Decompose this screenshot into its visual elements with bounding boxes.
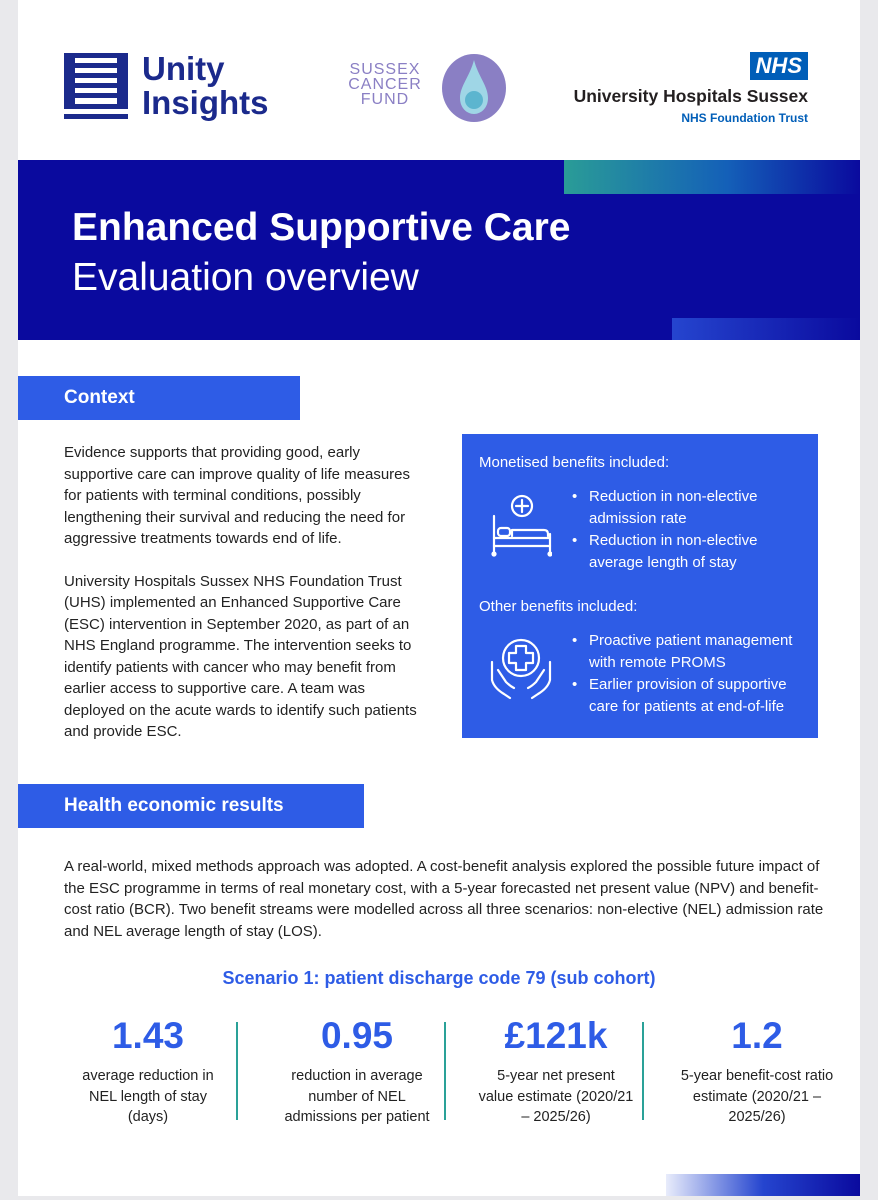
hospital-bed-icon [488, 494, 552, 558]
list-item: • Reduction in non-elective average length of stay [572, 530, 812, 573]
context-paragraph-1: Evidence supports that providing good, early supportive care can improve quality of life measures for patients with terminal conditions, possibly lengthening their survival and reducing the need for aggressive treatments towards end of life. [64, 444, 410, 547]
unity-logo-mark-icon [64, 53, 128, 119]
stat-los-reduction [48, 1014, 248, 1128]
page-subtitle: Evaluation overview [72, 256, 419, 299]
context-paragraph-2: University Hospitals Sussex NHS Foundation Trust (UHS) implemented an Enhanced Supportive Care (ESC) intervention in September 2020, as part of an NHS England programme. The intervention seeks to identify patients with cancer who may benefit from earlier access to supportive care. A team was deployed on the acute wards to identify such patients and provide ESC. [64, 572, 417, 740]
scf-drop-icon [440, 52, 508, 124]
unity-logo-line1: Unity [142, 50, 225, 87]
stat-value: £121k [504, 1015, 608, 1056]
scf-logo-line1: SUSSEX [349, 61, 421, 78]
stat-divider [642, 1022, 644, 1120]
nhs-logo [574, 52, 808, 125]
nhs-trust-name: University Hospitals Sussex [573, 86, 808, 106]
footer-accent-bar [666, 1174, 860, 1196]
sussex-cancer-fund-logo [340, 52, 510, 124]
stat-label: 5-year net present value estimate (2020/21 – 2025/26) [478, 1068, 634, 1125]
stat-bcr [657, 1014, 857, 1128]
stat-divider [236, 1022, 238, 1120]
banner-accent-bottom [672, 318, 860, 340]
document-page [18, 0, 860, 1196]
stat-label: 5-year benefit-cost ratio estimate (2020/21 – 2025/26) [680, 1068, 834, 1125]
stat-value: 1.2 [731, 1015, 783, 1056]
stat-label: average reduction in NEL length of stay (days) [82, 1068, 214, 1125]
stat-value: 1.43 [111, 1015, 184, 1056]
unity-logo-line2: Insights [142, 84, 269, 121]
stat-npv [456, 1014, 656, 1128]
stats-row [54, 1014, 834, 1134]
results-heading: Health economic results [18, 784, 364, 828]
list-item: • Reduction in non-elective admission rate [572, 486, 812, 529]
context-body [64, 442, 428, 743]
page-title: Enhanced Supportive Care [72, 206, 571, 249]
monetised-benefits-list [572, 486, 812, 573]
context-heading: Context [18, 376, 300, 420]
scenario-heading: Scenario 1: patient discharge code 79 (sub cohort) [222, 968, 656, 988]
unity-insights-logo [64, 52, 269, 120]
benefits-box [462, 434, 818, 738]
stat-value: 0.95 [320, 1015, 393, 1056]
stat-label: reduction in average number of NEL admissions per patient [284, 1068, 430, 1125]
results-paragraph: A real-world, mixed methods approach was adopted. A cost-benefit analysis explored the possible future impact of the ESC programme in terms of real monetary cost, with a 5-year forecasted net present value (NPV) and benefit-cost ratio (BCR). Two benefit streams were modelled across all three scenarios: non-elective (NEL) admission rate and NEL average length of stay (LOS). [64, 858, 824, 940]
nhs-badge: NHS [750, 52, 808, 80]
stat-divider [444, 1022, 446, 1120]
list-item: • Earlier provision of supportive care for patients at end-of-life [572, 674, 812, 717]
scf-logo-line3: FUND [360, 91, 410, 108]
other-benefits-list [572, 630, 812, 717]
list-item: • Proactive patient management with remote PROMS [572, 630, 812, 673]
scf-logo-line2: CANCER [348, 76, 422, 93]
other-benefits-heading: Other benefits included: [479, 598, 638, 615]
stat-admissions-reduction [257, 1014, 457, 1128]
banner-accent-top [564, 160, 860, 194]
nhs-trust-type: NHS Foundation Trust [681, 111, 808, 125]
hands-holding-medical-cross-icon [488, 632, 554, 700]
monetised-benefits-heading: Monetised benefits included: [479, 454, 670, 471]
